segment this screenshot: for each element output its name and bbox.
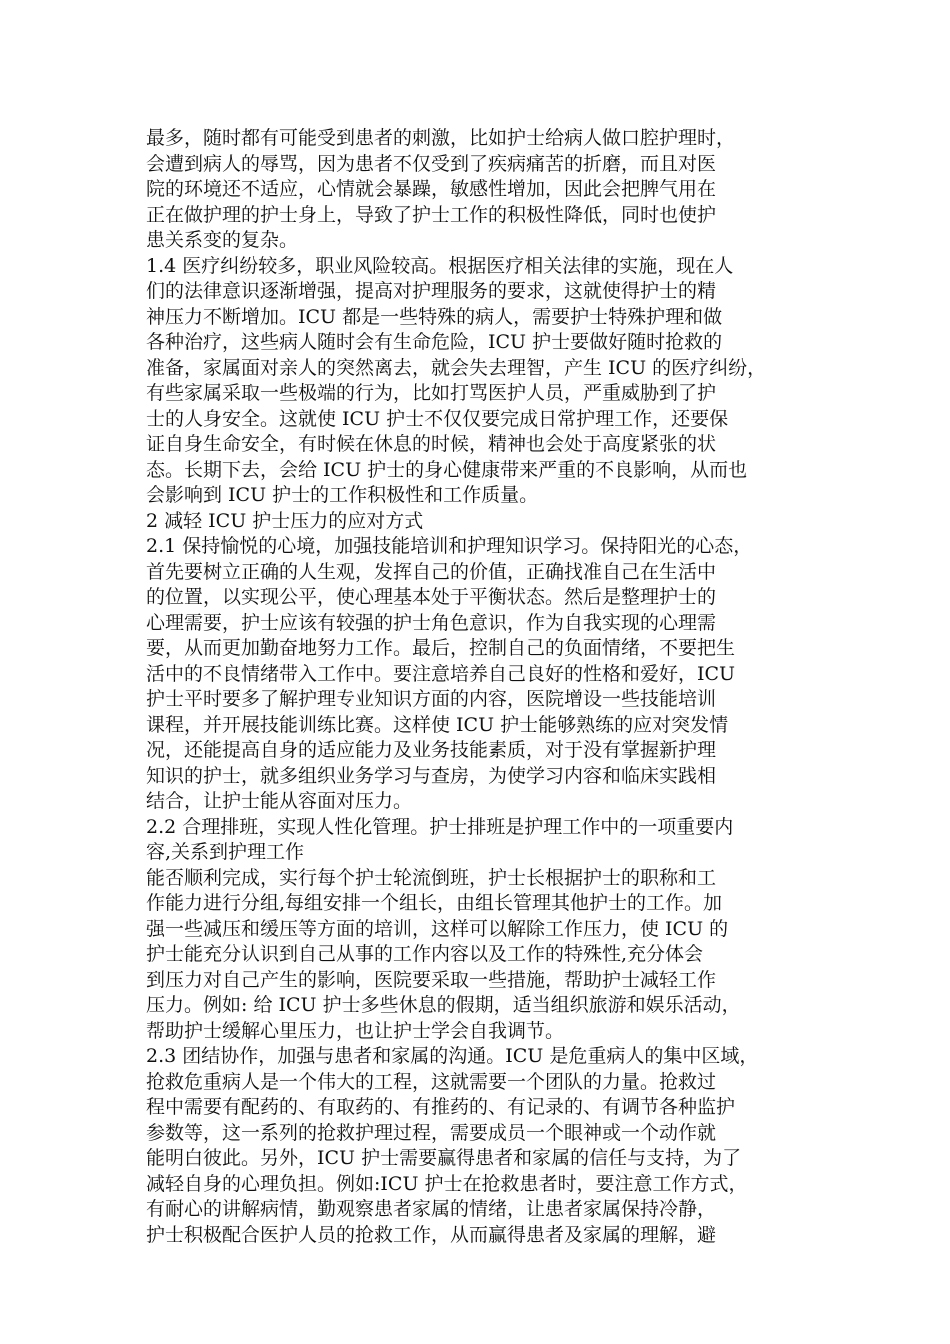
paragraph-section-2-2-continued: 能否顺利完成，实行每个护士轮流倒班，护士长根据护士的职称和工 作能力进行分组,每组安排一个组长，由组长管理其他护士的工作。加 强一些减压和缓压等方面的培训，这样可以解除工作压力，使 ICU 的 护士能充分认识到自己从事的工作内容以及工作的特殊性,充分体会 到压力对自己产生的影响，医院要采取一些措施，帮助护士减轻工作 压力。例如: 给 ICU 护士多些休息的假期，适当组织旅游和娱乐活动， 帮助护士缓解心里压力，也让护士学会自我调节。 [146,866,741,1042]
paragraph-intro-continued: 最多，随时都有可能受到患者的刺激，比如护士给病人做口腔护理时， 会遭到病人的辱骂，因为患者不仅受到了疾病痛苦的折磨，而且对医 院的环境还不适应，心情就会暴躁，敏感性增加，因此会把脾气用在 正在做护理的护士身上，导致了护士工作的积极性降低，同时也使护 患关系变的复杂。 [146,127,736,251]
paragraph-section-2-3: 2.3 团结协作，加强与患者和家属的沟通。ICU 是危重病人的集中区域， 抢救危重病人是一个伟大的工程，这就需要一个团队的力量。抢救过 程中需要有配药的、有取药的、有推药的、有记录的、有调节各种监护 参数等，这一系列的抢救护理过程，需要成员一个眼神或一个动作就 能明白彼此。另外，ICU 护士需要赢得患者和家属的信任与支持，为了 减轻自身的心理负担。例如:ICU 护士在抢救患者时，要注意工作方式， 有耐心的讲解病情，勤观察患者家属的情绪，让患者家属保持冷静， 护士积极配合医护人员的抢救工作，从而赢得患者及家属的理解，避 [146,1045,759,1246]
document-body [146,126,806,1248]
paragraph-section-2-1: 2.1 保持愉悦的心境，加强技能培训和护理知识学习。保持阳光的心态， 首先要树立正确的人生观，发挥自己的价值，正确找准自己在生活中 的位置，以实现公平，使心理基本处于平衡状态。然后是整理护士的 心理需要，护士应该有较强的护士角色意识，作为自我实现的心理需 要，从而更加勤奋地努力工作。最后，控制自己的负面情绪，不要把生 活中的不良情绪带入工作中。要注意培养自己良好的性格和爱好，ICU 护士平时要多了解护理专业知识方面的内容，医院增设一些技能培训 课程，并开展技能训练比赛。这样使 ICU 护士能够熟练的应对突发情 况，还能提高自身的适应能力及业务技能素质，对于没有掌握新护理 知识的护士，就多组织业务学习与查房，为使学习内容和临床实践相 结合，让护士能从容面对压力。 [146,535,753,812]
paragraph-section-2-2: 2.2 合理排班，实现人性化管理。护士排班是护理工作中的一项重要内 容,关系到护理工作 [146,815,734,863]
paragraph-section-1-4: 1.4 医疗纠纷较多，职业风险较高。根据医疗相关法律的实施，现在人 们的法律意识逐渐增强，提高对护理服务的要求，这就使得护士的精 神压力不断增加。ICU 都是一些特殊的病人，需要护士特殊护理和做 各种治疗，这些病人随时会有生命危险，ICU 护士要做好随时抢救的 准备，家属面对亲人的突然离去，就会失去理智，产生 ICU 的医疗纠纷， 有些家属采取一些极端的行为，比如打骂医护人员，严重威胁到了护 士的人身安全。这就使 ICU 护士不仅仅要完成日常护理工作，还要保 证自身生命安全，有时候在休息的时候，精神也会处于高度紧张的状 态。长期下去，会给 ICU 护士的身心健康带来严重的不良影响，从而也 会影响到 ICU 护士的工作积极性和工作质量。 [146,254,767,506]
section-heading-2: 2 减轻 ICU 护士压力的应对方式 [146,509,424,532]
